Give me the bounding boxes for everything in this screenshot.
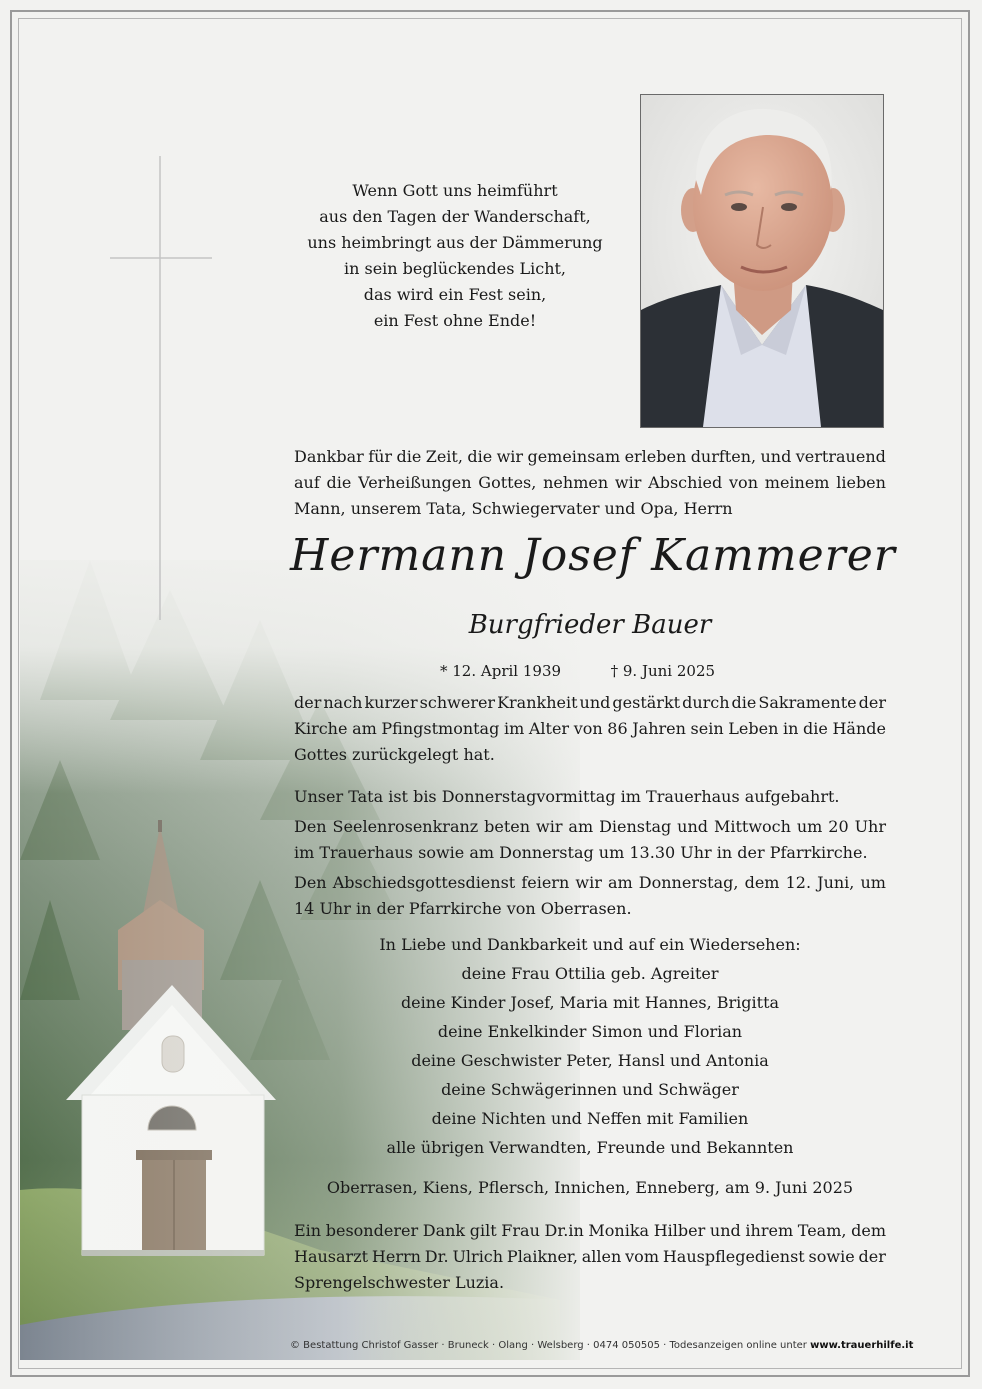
mourner-line: deine Schwägerinnen und Schwäger [441, 1080, 739, 1099]
mourner-line: deine Nichten und Neffen mit Familien [431, 1109, 749, 1128]
poem-line: ein Fest ohne Ende! [373, 311, 537, 330]
poem-line: uns heimbringt aus der Dämmerung [307, 233, 603, 252]
intro-line: Dankbar für die Zeit, die wir gemeinsam erleben durften, und vertrauend [294, 447, 886, 466]
mourner-line: deine Enkelkinder Simon und Florian [437, 1022, 743, 1041]
funeral-mass-line [294, 896, 886, 922]
mourner-line: alle übrigen Verwandten, Freunde und Bekannten [386, 1138, 794, 1157]
funeral-mass-line-text: 14 Uhr in der Pfarrkirche von Oberrasen. [294, 899, 632, 918]
thanks-paragraph [294, 1218, 886, 1296]
poem-line: das wird ein Fest sein, [363, 285, 547, 304]
poem-line: aus den Tagen der Wanderschaft, [319, 207, 591, 226]
death-date: † 9. Juni 2025 [610, 662, 716, 680]
thanks-line: Hausarzt Herrn Dr. Ulrich Plaikner, allen vom Hauspflegedienst sowie der [294, 1247, 886, 1266]
death-notice [294, 690, 886, 768]
mourners-list [290, 930, 890, 1162]
poem [290, 178, 620, 334]
notice-line-text: Gottes zurückgelegt hat. [294, 745, 495, 764]
intro-paragraph [294, 444, 886, 522]
thanks-line: Ein besonderer Dank gilt Frau Dr.in Monika Hilber und ihrem Team, dem [294, 1221, 886, 1240]
notice-line [294, 742, 886, 768]
footer-credit [290, 1340, 914, 1351]
portrait-photo [640, 94, 884, 428]
thanks-line-text: Sprengelschwester Luzia. [294, 1273, 505, 1292]
mourner-line: deine Kinder Josef, Maria mit Hannes, Brigitta [400, 993, 780, 1012]
footer-website-link[interactable]: www.trauerhilfe.it [810, 1340, 914, 1351]
funeral-mass-line: Den Abschiedsgottesdienst feiern wir am Donnerstag, dem 12. Juni, um [294, 873, 886, 892]
intro-line [294, 496, 886, 522]
place-date: Oberrasen, Kiens, Pflersch, Innichen, Enneberg, am 9. Juni 2025 [326, 1178, 854, 1197]
intro-line: auf die Verheißungen Gottes, nehmen wir Abschied von meinem lieben [294, 473, 886, 492]
rosary-line-text: im Trauerhaus sowie am Donnerstag um 13.30 Uhr in der Pfarrkirche. [294, 843, 868, 862]
poem-line: in sein beglückendes Licht, [343, 259, 567, 278]
footer-text: © Bestattung Christof Gasser · Bruneck · Olang · Welsberg · 0474 050505 · Todesanzeigen online unter [290, 1340, 811, 1351]
life-dates [440, 662, 715, 680]
mourner-line: deine Geschwister Peter, Hansl und Antonia [411, 1051, 769, 1070]
notice-line: Kirche am Pfingstmontag im Alter von 86 Jahren sein Leben in die Hände [294, 719, 886, 738]
intro-line-text: Mann, unserem Tata, Schwiegervater und Opa, Herrn [294, 499, 733, 518]
thanks-line [294, 1270, 886, 1296]
notice-line: der nach kurzer schwerer Krankheit und gestärkt durch die Sakramente der [294, 693, 886, 712]
rosary-line: Den Seelenrosenkranz beten wir am Dienstag und Mittwoch um 20 Uhr [294, 817, 886, 836]
poem-line: Wenn Gott uns heimführt [352, 181, 558, 200]
mourner-line: deine Frau Ottilia geb. Agreiter [461, 964, 719, 983]
arrangement-viewing: Unser Tata ist bis Donnerstagvormittag im Trauerhaus aufgebahrt. [294, 787, 840, 806]
deceased-name: Hermann Josef Kammerer [290, 530, 896, 581]
rosary-line [294, 840, 886, 866]
arrangements [294, 784, 886, 922]
mourners-intro: In Liebe und Dankbarkeit und auf ein Wiedersehen: [379, 935, 801, 954]
farm-name: Burgfrieder Bauer [468, 610, 712, 640]
birth-date: * 12. April 1939 [440, 662, 562, 680]
